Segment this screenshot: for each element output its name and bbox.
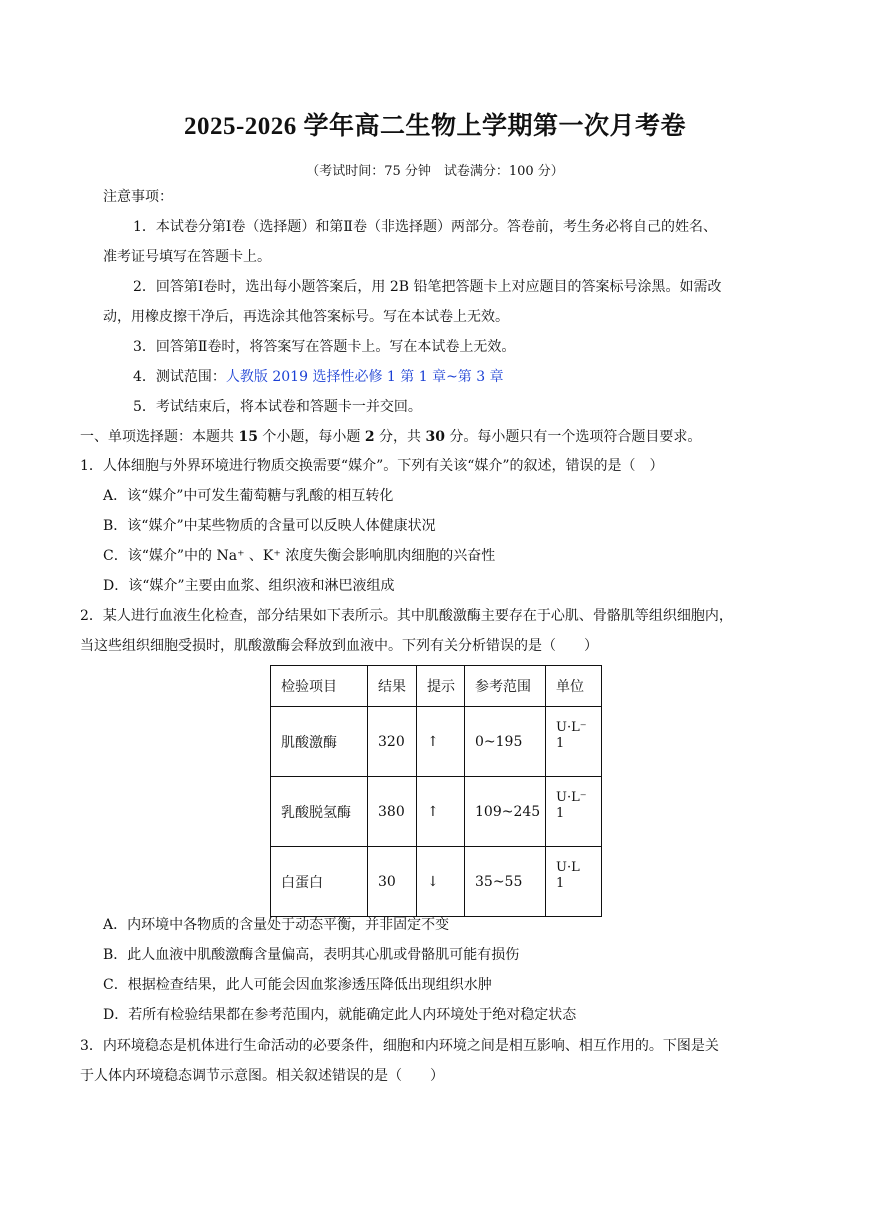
unit-line-2: 1 (556, 805, 565, 821)
header-unit: 单位 (546, 666, 602, 707)
notice-item-1a: 1．本试卷分第Ⅰ卷（选择题）和第Ⅱ卷（非选择题）两部分。答卷前，考生务必将自己的姓名、 (133, 219, 717, 235)
unit-line-2: 1 (556, 875, 565, 891)
cell-result: 30 (368, 847, 417, 917)
unit-line-2: 1 (556, 735, 565, 751)
section-1-text-2: 个小题，每小题 (257, 429, 365, 445)
question-3-stem-a: 3．内环境稳态是机体进行生命活动的必要条件，细胞和内环境之间是相互影响、相互作用的。下图是关 (80, 1038, 719, 1054)
section-1-total: 30 (425, 429, 445, 445)
notice-item-1b: 准考证号填写在答题卡上。 (103, 249, 271, 265)
cell-unit (546, 707, 602, 777)
notice-item-3: 3．回答第Ⅱ卷时，将答案写在答题卡上。写在本试卷上无效。 (133, 339, 516, 355)
section-1-score: 2 (364, 429, 375, 445)
unit-line-1: U·L⁻ (556, 789, 587, 805)
question-2-option-c[interactable]: C．根据检查结果，此人可能会因血浆渗透压降低出现组织水肿 (103, 977, 492, 993)
section-1-count: 15 (238, 429, 258, 445)
table-row (271, 777, 602, 847)
cell-hint: ↓ (417, 847, 465, 917)
cell-range: 109~245 (465, 777, 546, 847)
notice-item-4-prefix: 4．测试范围： (133, 369, 226, 385)
question-1-option-b[interactable]: B．该“媒介”中某些物质的含量可以反映人体健康状况 (103, 518, 436, 534)
blood-test-table (270, 665, 602, 917)
section-1-text-1: 一、单项选择题：本题共 (80, 429, 239, 445)
section-1-text-4: 分。每小题只有一个选项符合题目要求。 (444, 429, 702, 445)
cell-item: 肌酸激酶 (271, 707, 368, 777)
table-row (271, 847, 602, 917)
question-1-option-c[interactable]: C．该“媒介”中的 Na⁺ 、K⁺ 浓度失衡会影响肌肉细胞的兴奋性 (103, 548, 496, 564)
header-item: 检验项目 (271, 666, 368, 707)
header-hint: 提示 (417, 666, 465, 707)
exam-title: 2025-2026 学年高二生物上学期第一次月考卷 (183, 113, 687, 140)
exam-subtitle: （考试时间：75 分钟 试卷满分：100 分） (306, 164, 564, 179)
header-result: 结果 (368, 666, 417, 707)
section-1-heading (80, 427, 701, 447)
notice-item-2a: 2．回答第Ⅰ卷时，选出每小题答案后，用 2B 铅笔把答题卡上对应题目的答案标号涂黑。如需改 (133, 279, 722, 295)
cell-result: 380 (368, 777, 417, 847)
table-header-row (271, 666, 602, 707)
notice-item-5: 5．考试结束后，将本试卷和答题卡一并交回。 (133, 399, 422, 415)
question-2-option-b[interactable]: B．此人血液中肌酸激酶含量偏高，表明其心肌或骨骼肌可能有损伤 (103, 947, 520, 963)
cell-hint: ↑ (417, 707, 465, 777)
question-1-stem: 1．人体细胞与外界环境进行物质交换需要“媒介”。下列有关该“媒介”的叙述，错误的是（ ） (80, 458, 664, 474)
question-2-option-d[interactable]: D．若所有检验结果都在参考范围内，就能确定此人内环境处于绝对稳定状态 (103, 1007, 577, 1023)
question-1-option-d[interactable]: D．该“媒介”主要由血浆、组织液和淋巴液组成 (103, 578, 395, 594)
cell-range: 0~195 (465, 707, 546, 777)
notice-item-2b: 动，用橡皮擦干净后，再选涂其他答案标号。写在本试卷上无效。 (103, 309, 509, 325)
notice-heading: 注意事项： (103, 189, 173, 205)
question-1-option-a[interactable]: A．该“媒介”中可发生葡萄糖与乳酸的相互转化 (103, 488, 394, 504)
question-2-option-a[interactable]: A．内环境中各物质的含量处于动态平衡，并非固定不变 (103, 917, 450, 933)
question-3-stem-b: 于人体内环境稳态调节示意图。相关叙述错误的是（ ） (80, 1068, 444, 1084)
cell-unit (546, 777, 602, 847)
question-2-stem-a: 2．某人进行血液生化检查，部分结果如下表所示。其中肌酸激酶主要存在于心肌、骨骼肌等组织细胞内， (80, 608, 733, 624)
cell-item: 乳酸脱氢酶 (271, 777, 368, 847)
test-scope-link[interactable]: 人教版 2019 选择性必修 1 第 1 章~第 3 章 (225, 369, 504, 385)
cell-range: 35~55 (465, 847, 546, 917)
table-row (271, 707, 602, 777)
unit-line-1: U·L (556, 859, 580, 875)
header-range: 参考范围 (465, 666, 546, 707)
cell-item: 白蛋白 (271, 847, 368, 917)
question-2-stem-b: 当这些组织细胞受损时，肌酸激酶会释放到血液中。下列有关分析错误的是（ ） (80, 638, 598, 654)
cell-hint: ↑ (417, 777, 465, 847)
cell-result: 320 (368, 707, 417, 777)
unit-line-1: U·L⁻ (556, 719, 587, 735)
notice-item-4 (133, 367, 504, 387)
cell-unit (546, 847, 602, 917)
section-1-text-3: 分，共 (374, 429, 426, 445)
